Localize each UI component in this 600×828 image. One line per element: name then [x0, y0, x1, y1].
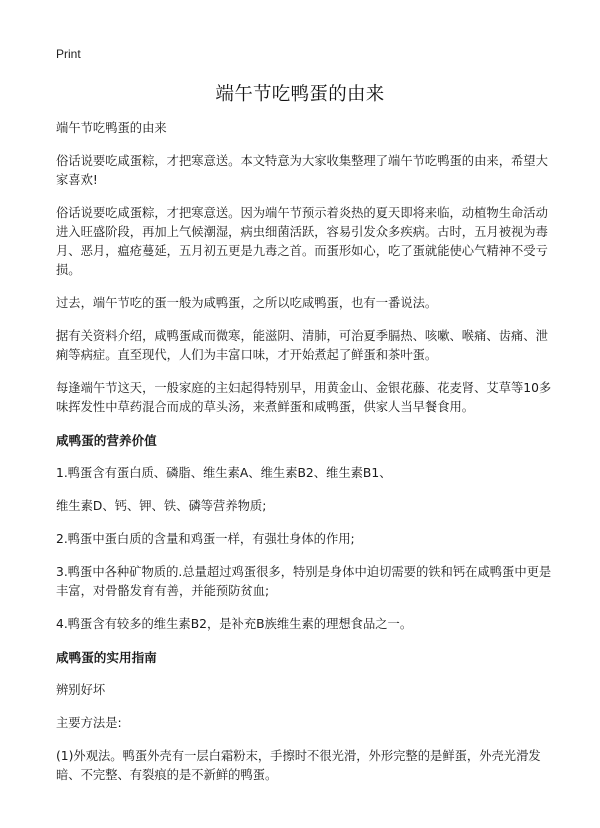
article-body: [56, 119, 552, 799]
nutrition-item: 1.鸭蛋含有蛋白质、磷脂、维生素A、维生素B2、维生素B1、: [56, 466, 392, 480]
print-label: Print: [56, 47, 81, 61]
guide-item: 辨别好坏: [56, 683, 106, 697]
paragraph-origin: 俗话说要吃咸蛋粽，才把寒意送。因为端午节预示着炎热的夏天即将来临，动植物生命活动进入旺盛阶段，再加上气候潮湿，病虫细菌活跃，容易引发众多疾病。古时，五月被视为毒月、恶月，瘟疮蔓延，五月初五更是九毒之首。而蛋形如心，吃了蛋就能使心气精神不受亏损。: [56, 206, 548, 277]
paragraph-custom: 每逢端午节这天，一般家庭的主妇起得特别早，用黄金山、金银花藤、花麦肾、艾草等10多味挥发性中草药混合而成的草头汤，来煮鲜蛋和咸鸭蛋，供家人当早餐食用。: [56, 381, 552, 414]
nutrition-item: 3.鸭蛋中各种矿物质的.总量超过鸡蛋很多，特别是身体中迫切需要的铁和钙在咸鸭蛋中更是丰富，对骨骼发育有善，并能预防贫血;: [56, 565, 552, 598]
paragraph-subtitle: 端午节吃鸭蛋的由来: [56, 121, 167, 135]
guide-heading: 咸鸭蛋的实用指南: [56, 650, 157, 665]
guide-item: (1)外观法。鸭蛋外壳有一层白霜粉末，手擦时不很光滑，外形完整的是鲜蛋，外壳光滑发暗、不完整、有裂痕的是不新鲜的鸭蛋。: [56, 749, 541, 782]
nutrition-item: 2.鸭蛋中蛋白质的含量和鸡蛋一样，有强壮身体的作用;: [56, 532, 355, 546]
nutrition-item: 维生素D、钙、钾、铁、磷等营养物质;: [56, 499, 267, 513]
paragraph-benefits: 据有关资料介绍，咸鸭蛋咸而微寒，能滋阴、清肺，可治夏季膈热、咳嗽、喉痛、齿痛、泄痢等病症。直至现代，人们为丰富口味，才开始煮起了鲜蛋和茶叶蛋。: [56, 329, 548, 362]
article-title: 端午节吃鸭蛋的由来: [215, 84, 385, 105]
nutrition-heading: 咸鸭蛋的营养价值: [56, 433, 157, 448]
guide-item: 主要方法是:: [56, 716, 122, 730]
nutrition-item: 4.鸭蛋含有较多的维生素B2，是补充B族维生素的理想食品之一。: [56, 617, 413, 631]
paragraph-intro: 俗话说要吃咸蛋粽，才把寒意送。本文特意为大家收集整理了端午节吃鸭蛋的由来，希望大家喜欢!: [56, 154, 548, 187]
paragraph-past: 过去，端午节吃的蛋一般为咸鸭蛋，之所以吃咸鸭蛋，也有一番说法。: [56, 296, 438, 310]
